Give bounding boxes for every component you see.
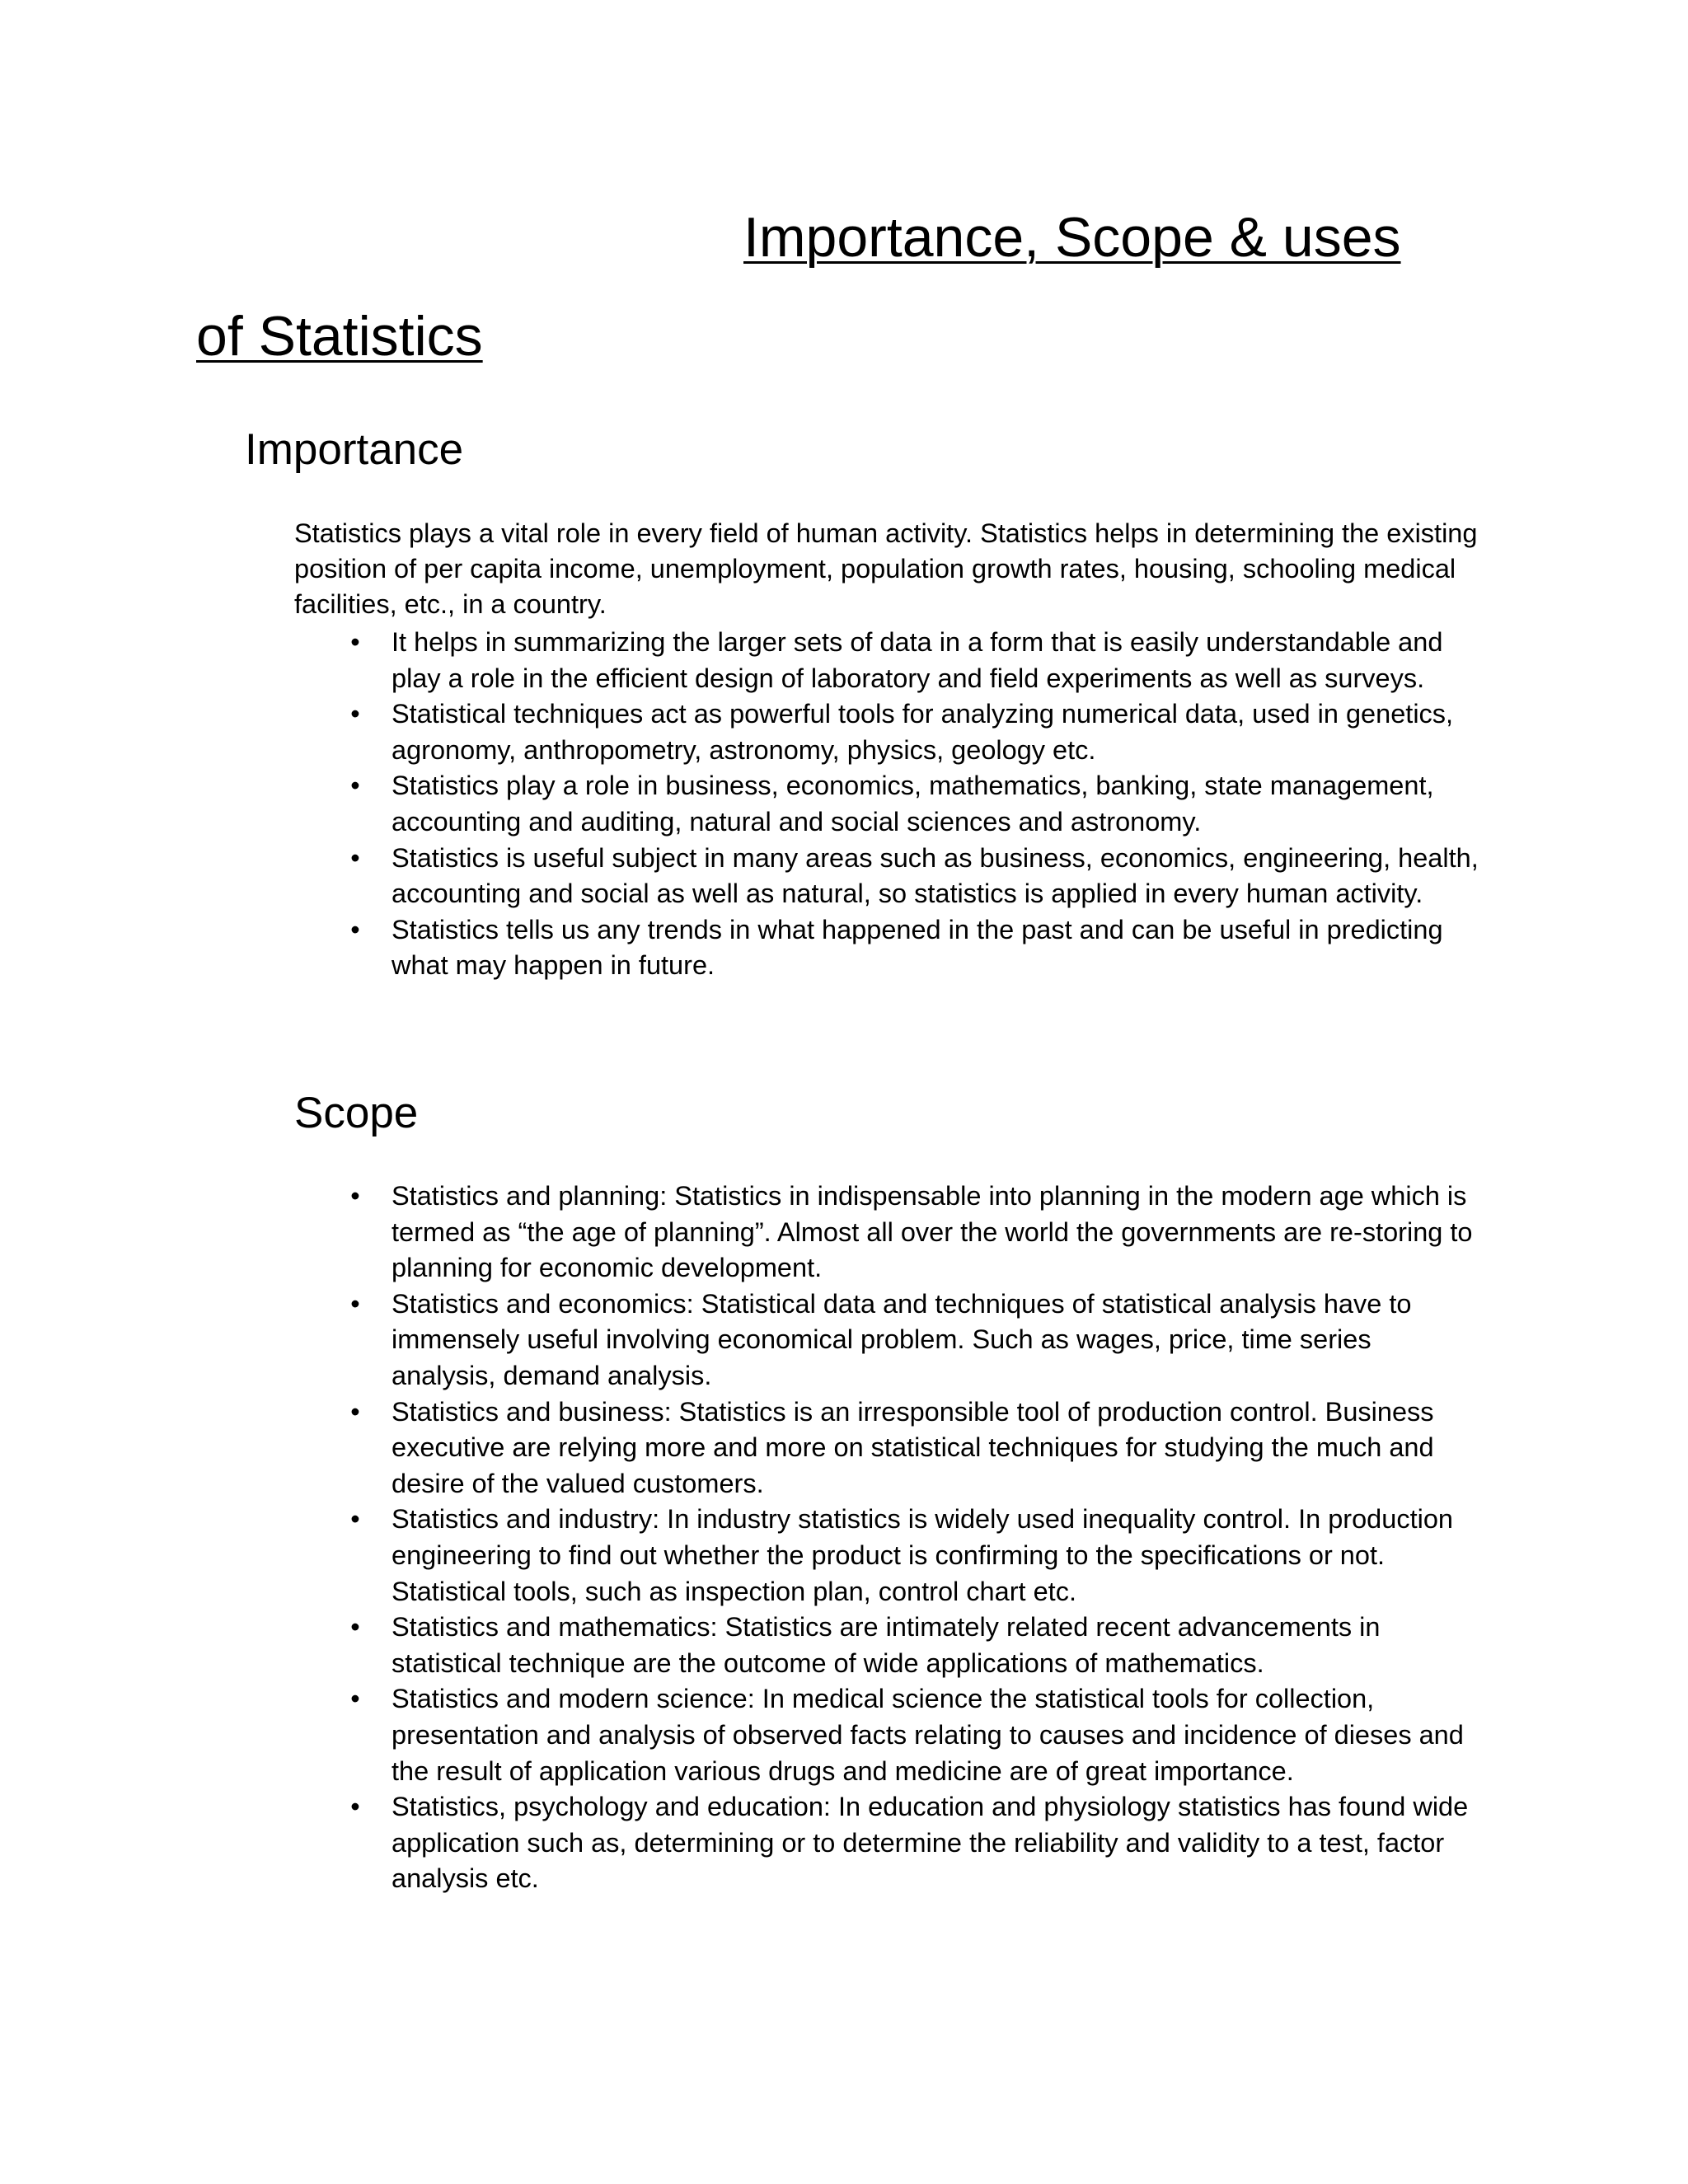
page-title-line-2: of Statistics	[196, 305, 483, 368]
list-item	[294, 1179, 1481, 1286]
importance-bullet-list	[294, 625, 1481, 984]
bullet-icon: •	[350, 627, 360, 657]
list-item	[294, 696, 1481, 768]
list-item	[294, 625, 1481, 696]
scope-bullet-list	[294, 1179, 1481, 1897]
list-item-text: Statistics tells us any trends in what happened in the past and can be useful in predicting what may happen in future.	[392, 914, 1443, 981]
list-item-text: Statistics, psychology and education: In education and physiology statistics has found wide application such as, determining or to determine the reliability and validity to a test, factor analysis etc.	[392, 1792, 1469, 1894]
list-item	[294, 1394, 1481, 1502]
list-item-text: Statistics and business: Statistics is an irresponsible tool of production control. Business executive are relying more and more on statistical techniques for studying the much and desire of the valued customers.	[392, 1396, 1434, 1498]
list-item-text: Statistics play a role in business, economics, mathematics, banking, state management, accounting and auditing, natural and social sciences and astronomy.	[392, 771, 1434, 837]
list-item	[294, 1610, 1481, 1681]
bullet-icon: •	[350, 1396, 360, 1427]
list-item	[294, 841, 1481, 912]
list-item	[294, 1789, 1481, 1897]
list-item	[294, 768, 1481, 840]
list-item-text: Statistics and industry: In industry statistics is widely used inequality control. In production engineering to find out whether the product is confirming to the specifications or not. Statistical tools, such as inspection plan, control chart etc.	[392, 1504, 1453, 1606]
bullet-icon: •	[350, 914, 360, 944]
list-item-text: Statistics and mathematics: Statistics are intimately related recent advancements in statistical technique are the outcome of wide applications of mathematics.	[392, 1612, 1381, 1678]
list-item	[294, 1502, 1481, 1610]
bullet-icon: •	[350, 1684, 360, 1714]
list-item-text: Statistics and economics: Statistical data and techniques of statistical analysis have to immensely useful involving economical problem. Such as wages, price, time series analysis, demand analysis.	[392, 1288, 1412, 1390]
bullet-icon: •	[350, 1181, 360, 1211]
list-item-text: Statistics and modern science: In medical science the statistical tools for collection, presentation and analysis of observed facts relating to causes and incidence of dieses and the result of application various drugs and medicine are of great importance.	[392, 1684, 1464, 1786]
bullet-icon: •	[350, 842, 360, 873]
list-item	[294, 912, 1481, 984]
bullet-icon: •	[350, 1504, 360, 1535]
list-item-text: Statistics and planning: Statistics in indispensable into planning in the modern age which is termed as “the age of planning”. Almost all over the world the governments are re-storing to planning for economic development.	[392, 1181, 1473, 1283]
importance-intro-paragraph: Statistics plays a vital role in every field of human activity. Statistics helps in determining the existing position of per capita income, unemployment, population growth rates, housing, schooling medical facilities, etc., in a country.	[294, 518, 1478, 619]
bullet-icon: •	[350, 771, 360, 801]
scope-heading: Scope	[294, 1089, 419, 1137]
bullet-icon: •	[350, 699, 360, 729]
list-item	[294, 1681, 1481, 1789]
importance-heading: Importance	[245, 425, 464, 474]
bullet-icon: •	[350, 1792, 360, 1822]
page-title-line-1: Importance, Scope & uses	[743, 206, 1401, 269]
list-item-text: It helps in summarizing the larger sets of data in a form that is easily understandable and play a role in the efficient design of laboratory and field experiments as well as surveys.	[392, 627, 1443, 693]
bullet-icon: •	[350, 1288, 360, 1319]
list-item-text: Statistics is useful subject in many areas such as business, economics, engineering, health, accounting and social as well as natural, so statistics is applied in every human activity.	[392, 842, 1479, 909]
list-item	[294, 1286, 1481, 1394]
list-item-text: Statistical techniques act as powerful tools for analyzing numerical data, used in genetics, agronomy, anthropometry, astronomy, physics, geology etc.	[392, 699, 1454, 765]
bullet-icon: •	[350, 1612, 360, 1643]
